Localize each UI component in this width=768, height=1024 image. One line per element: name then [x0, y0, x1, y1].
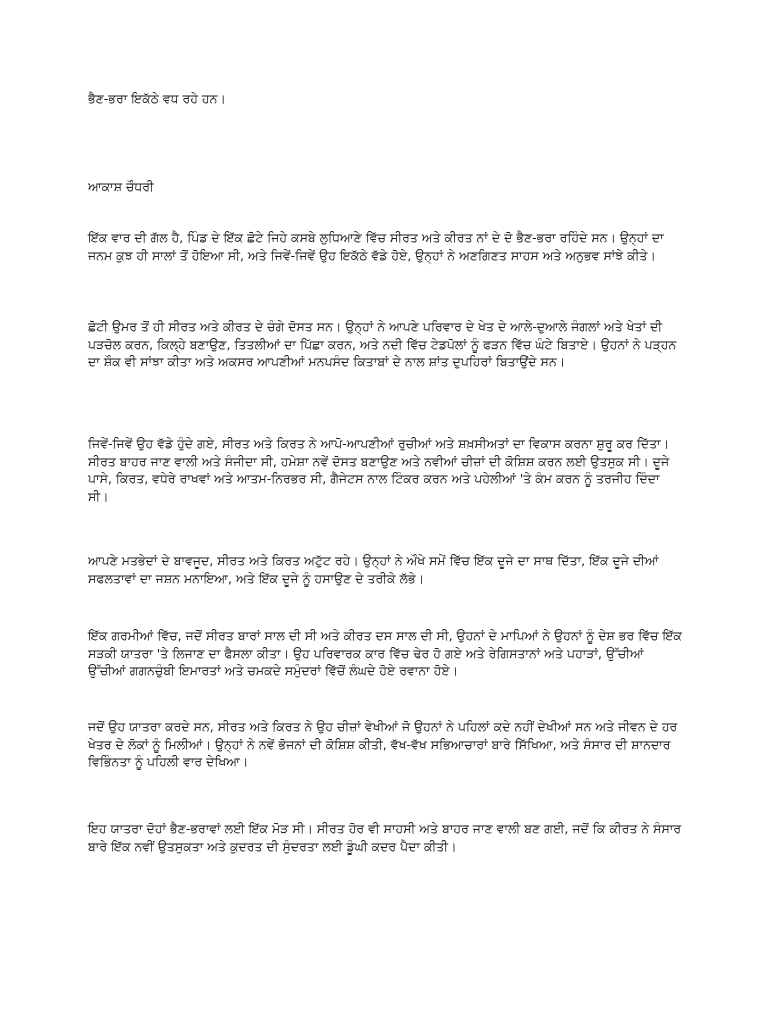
paragraph-1: ਇੱਕ ਵਾਰ ਦੀ ਗੱਲ ਹੈ, ਪਿੰਡ ਦੇ ਇੱਕ ਛੋਟੇ ਜਿਹੇ ਕਸਬੇ ਲੁਧਿਆਣੇ ਵਿੱਚ ਸੀਰਤ ਅਤੇ ਕੀਰਤ ਨਾਂ ਦੇ ਦੋ ਭੈਣ-ਭਰਾ ਰਹਿੰਦੇ ਸਨ। ਉਨ੍ਹਾਂ ਦਾ ਜਨਮ ਕੁਝ ਹੀ ਸਾਲਾਂ ਤੋਂ ਹੋਇਆ ਸੀ, ਅਤੇ ਜਿਵੇਂ-ਜਿਵੇਂ ਉਹ ਇਕੱਠੇ ਵੱਡੇ ਹੋਏ, ਉਨ੍ਹਾਂ ਨੇ ਅਣਗਿਣਤ ਸਾਹਸ ਅਤੇ ਅਨੁਭਵ ਸਾਂਝੇ ਕੀਤੇ।: [88, 230, 664, 263]
paragraph-7: ਇਹ ਯਾਤਰਾ ਦੋਹਾਂ ਭੈਣ-ਭਰਾਵਾਂ ਲਈ ਇੱਕ ਮੋੜ ਸੀ। ਸੀਰਤ ਹੋਰ ਵੀ ਸਾਹਸੀ ਅਤੇ ਬਾਹਰ ਜਾਣ ਵਾਲੀ ਬਣ ਗਈ, ਜਦੋਂ ਕਿ ਕੀਰਤ ਨੇ ਸੰਸਾਰ ਬਾਰੇ ਇੱਕ ਨਵੀਂ ਉਤਸੁਕਤਾ ਅਤੇ ਕੁਦਰਤ ਦੀ ਸੁੰਦਰਤਾ ਲਈ ਡੂੰਘੀ ਕਦਰ ਪੈਦਾ ਕੀਤੀ।: [88, 821, 682, 854]
document-title: ਭੈਣ-ਭਰਾ ਇਕੱਠੇ ਵਧ ਰਹੇ ਹਨ।: [88, 91, 226, 106]
paragraph-5: ਇੱਕ ਗਰਮੀਆਂ ਵਿੱਚ, ਜਦੋਂ ਸੀਰਤ ਬਾਰਾਂ ਸਾਲ ਦੀ ਸੀ ਅਤੇ ਕੀਰਤ ਦਸ ਸਾਲ ਦੀ ਸੀ, ਉਹਨਾਂ ਦੇ ਮਾਪਿਆਂ ਨੇ ਉਹਨਾਂ ਨੂੰ ਦੇਸ਼ ਭਰ ਵਿੱਚ ਇੱਕ ਸੜਕੀ ਯਾਤਰਾ 'ਤੇ ਲਿਜਾਣ ਦਾ ਫੈਸਲਾ ਕੀਤਾ। ਉਹ ਪਰਿਵਾਰਕ ਕਾਰ ਵਿੱਚ ਢੇਰ ਹੋ ਗਏ ਅਤੇ ਰੇਗਿਸਤਾਨਾਂ ਅਤੇ ਪਹਾੜਾਂ, ਉੱਚੀਆਂ ਉੱਚੀਆਂ ਗਗਨਚੁੰਬੀ ਇਮਾਰਤਾਂ ਅਤੇ ਚਮਕਦੇ ਸਮੁੰਦਰਾਂ ਵਿੱਚੋਂ ਲੰਘਦੇ ਹੋਏ ਰਵਾਨਾ ਹੋਏ।: [88, 628, 682, 678]
paragraph-6: ਜਦੋਂ ਉਹ ਯਾਤਰਾ ਕਰਦੇ ਸਨ, ਸੀਰਤ ਅਤੇ ਕਿਰਤ ਨੇ ਉਹ ਚੀਜ਼ਾਂ ਵੇਖੀਆਂ ਜੋ ਉਹਨਾਂ ਨੇ ਪਹਿਲਾਂ ਕਦੇ ਨਹੀਂ ਦੇਖੀਆਂ ਸਨ ਅਤੇ ਜੀਵਨ ਦੇ ਹਰ ਖੇਤਰ ਦੇ ਲੋਕਾਂ ਨੂੰ ਮਿਲੀਆਂ। ਉਨ੍ਹਾਂ ਨੇ ਨਵੇਂ ਭੋਜਨਾਂ ਦੀ ਕੋਸ਼ਿਸ਼ ਕੀਤੀ, ਵੱਖ-ਵੱਖ ਸਭਿਆਚਾਰਾਂ ਬਾਰੇ ਸਿੱਖਿਆ, ਅਤੇ ਸੰਸਾਰ ਦੀ ਸ਼ਾਨਦਾਰ ਵਿਭਿੰਨਤਾ ਨੂੰ ਪਹਿਲੀ ਵਾਰ ਦੇਖਿਆ।: [88, 719, 678, 769]
paragraph-3: ਜਿਵੇਂ-ਜਿਵੇਂ ਉਹ ਵੱਡੇ ਹੁੰਦੇ ਗਏ, ਸੀਰਤ ਅਤੇ ਕਿਰਤ ਨੇ ਆਪੋ-ਆਪਣੀਆਂ ਰੁਚੀਆਂ ਅਤੇ ਸ਼ਖ਼ਸੀਅਤਾਂ ਦਾ ਵਿਕਾਸ ਕਰਨਾ ਸ਼ੁਰੂ ਕਰ ਦਿੱਤਾ। ਸੀਰਤ ਬਾਹਰ ਜਾਣ ਵਾਲੀ ਅਤੇ ਸੰਜੀਦਾ ਸੀ, ਹਮੇਸ਼ਾ ਨਵੇਂ ਦੋਸਤ ਬਣਾਉਣ ਅਤੇ ਨਵੀਆਂ ਚੀਜ਼ਾਂ ਦੀ ਕੋਸ਼ਿਸ਼ ਕਰਨ ਲਈ ਉਤਸੁਕ ਸੀ। ਦੂਜੇ ਪਾਸੇ, ਕਿਰਤ, ਵਧੇਰੇ ਰਾਖਵਾਂ ਅਤੇ ਆਤਮ-ਨਿਰਭਰ ਸੀ, ਗੈਜੇਟਸ ਨਾਲ ਟਿੰਕਰ ਕਰਨ ਅਤੇ ਪਹੇਲੀਆਂ 'ਤੇ ਕੰਮ ਕਰਨ ਨੂੰ ਤਰਜੀਹ ਦਿੰਦਾ ਸੀ।: [88, 436, 670, 504]
paragraph-2: ਛੋਟੀ ਉਮਰ ਤੋਂ ਹੀ ਸੀਰਤ ਅਤੇ ਕੀਰਤ ਦੇ ਚੰਗੇ ਦੋਸਤ ਸਨ। ਉਨ੍ਹਾਂ ਨੇ ਆਪਣੇ ਪਰਿਵਾਰ ਦੇ ਖੇਤ ਦੇ ਆਲੇ-ਦੁਆਲੇ ਜੰਗਲਾਂ ਅਤੇ ਖੇਤਾਂ ਦੀ ਪੜਚੋਲ ਕਰਨ, ਕਿਲ੍ਹੇ ਬਣਾਉਣ, ਤਿਤਲੀਆਂ ਦਾ ਪਿੱਛਾ ਕਰਨ, ਅਤੇ ਨਦੀ ਵਿੱਚ ਟੇਡਪੋਲਾਂ ਨੂੰ ਫੜਨ ਵਿੱਚ ਘੰਟੇ ਬਿਤਾਏ। ਉਹਨਾਂ ਨੇ ਪੜ੍ਹਨ ਦਾ ਸ਼ੌਕ ਵੀ ਸਾਂਝਾ ਕੀਤਾ ਅਤੇ ਅਕਸਰ ਆਪਣੀਆਂ ਮਨਪਸੰਦ ਕਿਤਾਬਾਂ ਦੇ ਨਾਲ ਸ਼ਾਂਤ ਦੁਪਹਿਰਾਂ ਬਿਤਾਉਂਦੇ ਸਨ।: [88, 319, 677, 369]
paragraph-4: ਆਪਣੇ ਮਤਭੇਦਾਂ ਦੇ ਬਾਵਜੂਦ, ਸੀਰਤ ਅਤੇ ਕਿਰਤ ਅਟੁੱਟ ਰਹੇ। ਉਨ੍ਹਾਂ ਨੇ ਔਖੇ ਸਮੇਂ ਵਿੱਚ ਇੱਕ ਦੂਜੇ ਦਾ ਸਾਥ ਦਿੱਤਾ, ਇੱਕ ਦੂਜੇ ਦੀਆਂ ਸਫਲਤਾਵਾਂ ਦਾ ਜਸ਼ਨ ਮਨਾਇਆ, ਅਤੇ ਇੱਕ ਦੂਜੇ ਨੂੰ ਹਸਾਉਣ ਦੇ ਤਰੀਕੇ ਲੱਭੇ।: [88, 553, 659, 586]
document-author: ਆਕਾਸ਼ ਚੌਧਰੀ: [88, 179, 154, 194]
